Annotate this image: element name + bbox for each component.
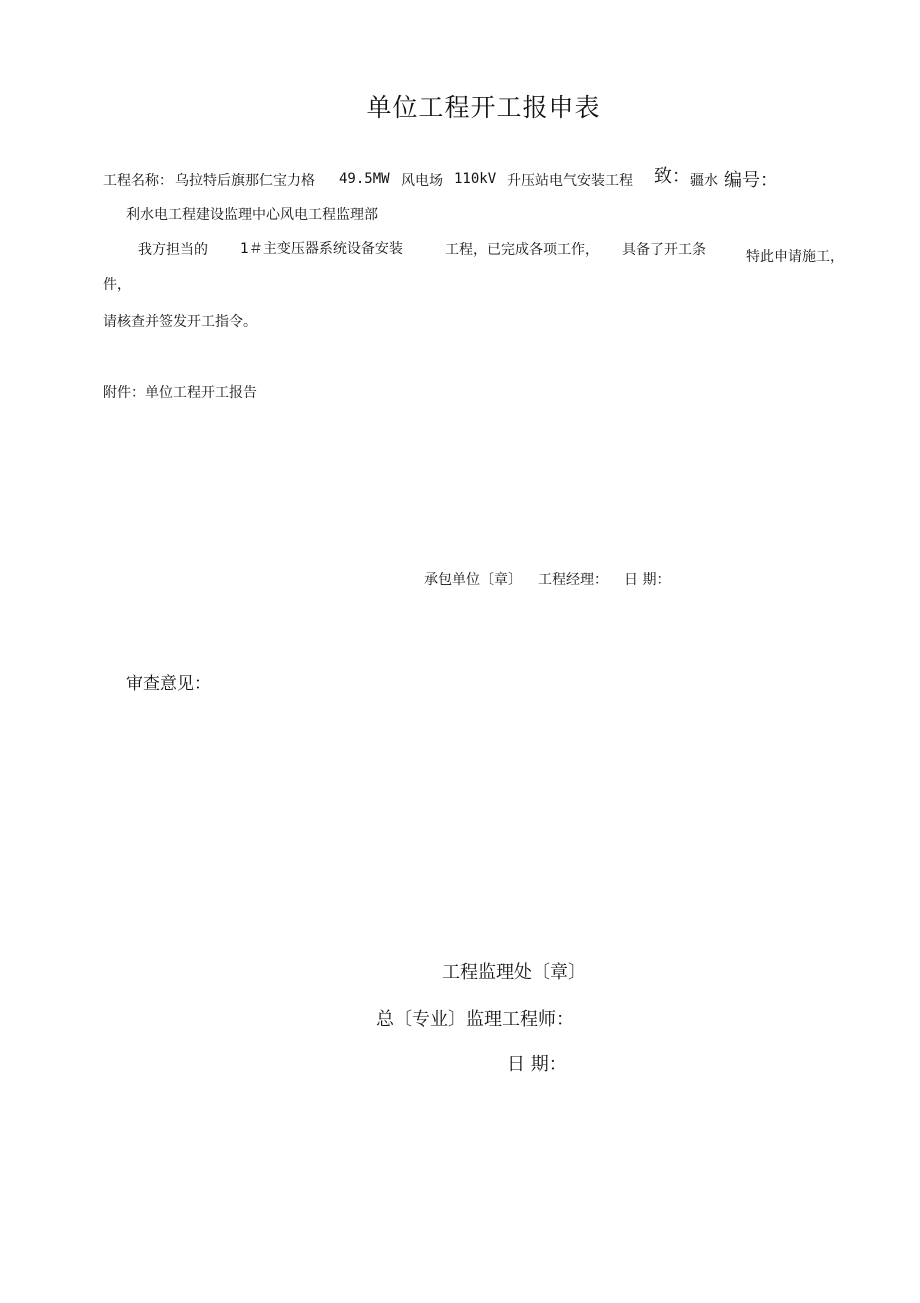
project-name-capacity: 49.5MW	[339, 171, 390, 187]
supervision-office-seal: 工程监理处〔章〕	[442, 962, 586, 983]
project-name-part-1: 乌拉特后旗那仁宝力格	[175, 173, 315, 189]
work-item-name: 1＃主变压器系统设备安装	[240, 241, 403, 257]
chief-supervisor-label: 总〔专业〕监理工程师：	[376, 1009, 574, 1030]
supervisor-date-label: 日 期：	[507, 1054, 567, 1075]
body-text-5: 件，	[103, 277, 131, 293]
contractor-date-label: 日 期：	[624, 572, 671, 588]
review-opinion-label: 审查意见：	[126, 674, 211, 694]
body-text-6: 请核查并签发开工指令。	[103, 314, 257, 330]
to-organization-prefix: 疆水	[690, 173, 718, 189]
to-organization: 利水电工程建设监理中心风电工程监理部	[126, 207, 378, 223]
project-name-part-2: 风电场	[401, 173, 443, 189]
to-label: 致：	[654, 166, 690, 187]
contractor-unit-seal: 承包单位〔章〕	[424, 572, 522, 588]
project-name-voltage: 110kV	[454, 171, 497, 187]
attachment-line: 附件：单位工程开工报告	[103, 385, 257, 401]
project-manager-label: 工程经理：	[538, 572, 608, 588]
body-text-2: 工程，已完成各项工作，	[445, 242, 599, 258]
project-name-part-3: 升压站电气安装工程	[507, 173, 633, 189]
project-name-label: 工程名称：	[103, 173, 173, 189]
page-title: 单位工程开工报申表	[366, 93, 601, 122]
number-label: 编号：	[724, 170, 778, 191]
body-text-1: 我方担当的	[138, 242, 208, 258]
body-text-4: 特此申请施工，	[746, 249, 844, 265]
body-text-3: 具备了开工条	[622, 242, 706, 258]
